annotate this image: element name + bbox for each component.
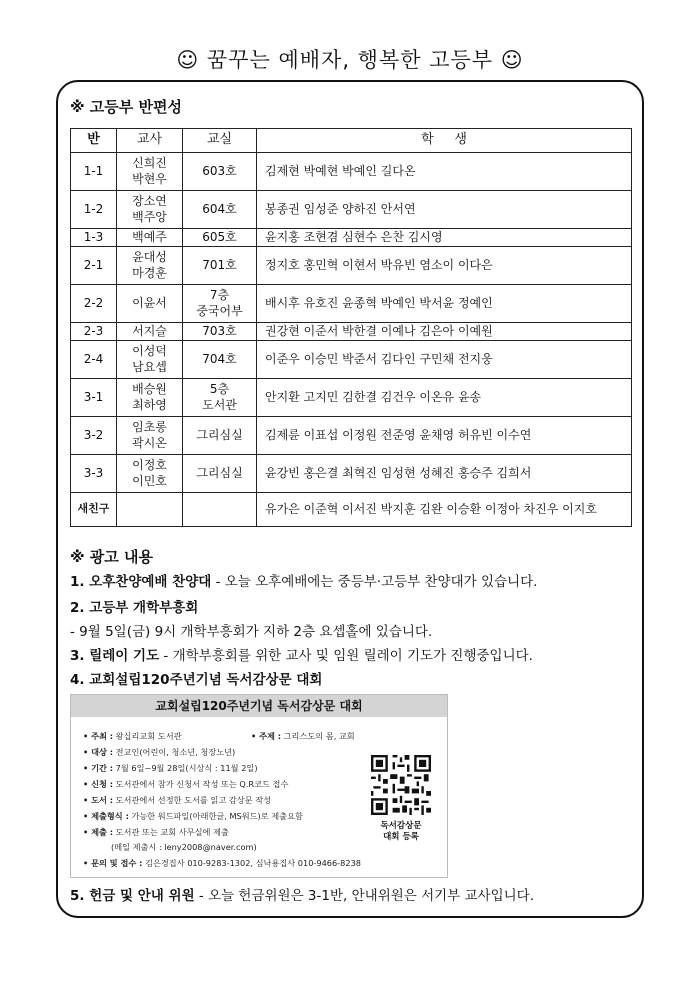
page-title: ☺ 꿈꾸는 예배자, 행복한 고등부 ☺ [176,48,524,72]
notice-3-text: - 개학부흥회를 위한 교사 및 임원 릴레이 기도가 진행중입니다. [159,648,533,664]
cell-room: 그리심실 [183,417,257,455]
poster-title: 교회설립120주년기념 독서감상문 대회 [71,695,447,717]
cell-room: 605호 [183,229,257,247]
table-header-row [71,129,632,153]
table-row [71,247,632,285]
table-row [71,379,632,417]
cell-teacher: 백예주 [117,229,183,247]
poster-format: • 제출형식 : 가능한 워드파일(아래한글, MS워드)로 제출요함 [83,811,303,821]
ads-heading: ※ 광고 내용 [70,548,153,566]
poster-host: • 주최 : 왕십리교회 도서관 [83,731,182,741]
cell-room: 그리심실 [183,455,257,493]
cell-class: 1-2 [71,191,117,229]
cell-class: 3-3 [71,455,117,493]
cell-students: 안지환 고지민 김한결 김건우 이온유 윤송 [257,379,632,417]
header-room: 교실 [183,129,257,153]
notice-2-title: 2. 고등부 개학부흥회 [70,600,199,616]
cell-teacher: 이정호 이민호 [117,455,183,493]
cell-room: 603호 [183,153,257,191]
cell-class: 2-3 [71,323,117,341]
header-students: 학 생 [257,129,632,153]
table-row [71,493,632,527]
cell-class: 1-1 [71,153,117,191]
qr-code-icon[interactable] [371,755,431,815]
notice-2 [70,596,198,616]
table-row [71,323,632,341]
poster-book: • 도서 : 도서관에서 선정한 도서를 읽고 감상문 작성 [83,795,272,805]
cell-class: 3-1 [71,379,117,417]
cell-room: 7층 중국어부 [183,285,257,323]
notice-4-title: 4. 교회설립120주년기념 독서감상문 대회 [70,672,323,688]
roster-heading: ※ 고등부 반편성 [70,98,182,116]
cell-teacher: 윤대성 마경훈 [117,247,183,285]
cell-class: 2-4 [71,341,117,379]
cell-class: 3-2 [71,417,117,455]
essay-contest-poster [70,694,448,878]
poster-submit: • 제출 : 도서관 또는 교회 사무실에 제출 [83,827,229,837]
table-row [71,285,632,323]
table-row [71,417,632,455]
notice-5 [70,884,534,904]
notice-4 [70,668,322,688]
cell-class: 새친구 [71,493,117,527]
cell-teacher: 서지슬 [117,323,183,341]
table-row [71,341,632,379]
qr-caption: 독서감상문 대회 등록 [380,821,422,843]
cell-students: 배시후 유호진 윤종혁 박예인 박서윤 정예인 [257,285,632,323]
cell-class: 2-2 [71,285,117,323]
cell-students: 김제륜 이표섭 이정원 전준영 윤채영 허유빈 이수연 [257,417,632,455]
header-teacher: 교사 [117,129,183,153]
poster-apply: • 신청 : 도서관에서 참가 신청서 작성 또는 Q.R코드 접수 [83,779,289,789]
cell-students: 김제현 박예현 박예인 길다온 [257,153,632,191]
table-row [71,191,632,229]
notice-3-title: 3. 릴레이 기도 [70,648,160,664]
poster-theme: • 주제 : 그리스도의 몸, 교회 [251,731,355,741]
cell-teacher: 신희진 박현우 [117,153,183,191]
cell-teacher: 이성덕 남요셉 [117,341,183,379]
cell-class: 1-3 [71,229,117,247]
notice-1-title: 1. 오후찬양예배 찬양대 [70,574,212,590]
poster-period: • 기간 : 7월 6일~9월 28일(시상식 : 11월 2일) [83,763,258,773]
poster-target: • 대상 : 전교인(어린이, 청소년, 청장노년) [83,747,236,757]
notice-1-text: - 오늘 오후예배에는 중등부·고등부 찬양대가 있습니다. [211,574,538,590]
cell-students: 윤지홍 조현겸 심현수 은찬 김시영 [257,229,632,247]
table-row [71,153,632,191]
cell-students: 이준우 이승민 박준서 김다인 구민채 전지웅 [257,341,632,379]
cell-class: 2-1 [71,247,117,285]
header-class: 반 [71,129,117,153]
poster-contact: • 문의 및 접수 : 김은경집사 010-9283-1302, 심낙용집사 010-9466-8238 [83,858,361,868]
cell-students: 유가은 이준혁 이서진 박지훈 김완 이승환 이정아 차진우 이지호 [257,493,632,527]
table-row [71,455,632,493]
notice-5-title: 5. 헌금 및 안내 위원 [70,888,195,904]
cell-room [183,493,257,527]
cell-room: 703호 [183,323,257,341]
cell-students: 봉종권 임성준 양하진 안서연 [257,191,632,229]
notice-5-text: - 오늘 헌금위원은 3-1반, 안내위원은 서기부 교사입니다. [194,888,535,904]
poster-email: (메일 제출시 : leny2008@naver.com) [111,842,257,852]
notice-1 [70,570,537,590]
cell-teacher: 임초롱 곽시온 [117,417,183,455]
notice-3 [70,644,533,664]
cell-room: 704호 [183,341,257,379]
cell-students: 정지호 홍민혁 이현서 박유빈 염소이 이다은 [257,247,632,285]
cell-teacher: 장소연 백주앙 [117,191,183,229]
table-row [71,229,632,247]
cell-teacher [117,493,183,527]
cell-students: 윤강빈 홍은결 최혁진 임성현 성혜진 홍승주 김희서 [257,455,632,493]
cell-room: 5층 도서관 [183,379,257,417]
cell-students: 권강현 이준서 박한결 이예나 김은아 이예원 [257,323,632,341]
cell-room: 701호 [183,247,257,285]
cell-teacher: 배승원 최하영 [117,379,183,417]
cell-teacher: 이윤서 [117,285,183,323]
cell-room: 604호 [183,191,257,229]
notice-2-detail: - 9월 5일(금) 9시 개학부흥회가 지하 2층 요셉홀에 있습니다. [70,624,433,640]
class-roster-table [70,128,632,527]
